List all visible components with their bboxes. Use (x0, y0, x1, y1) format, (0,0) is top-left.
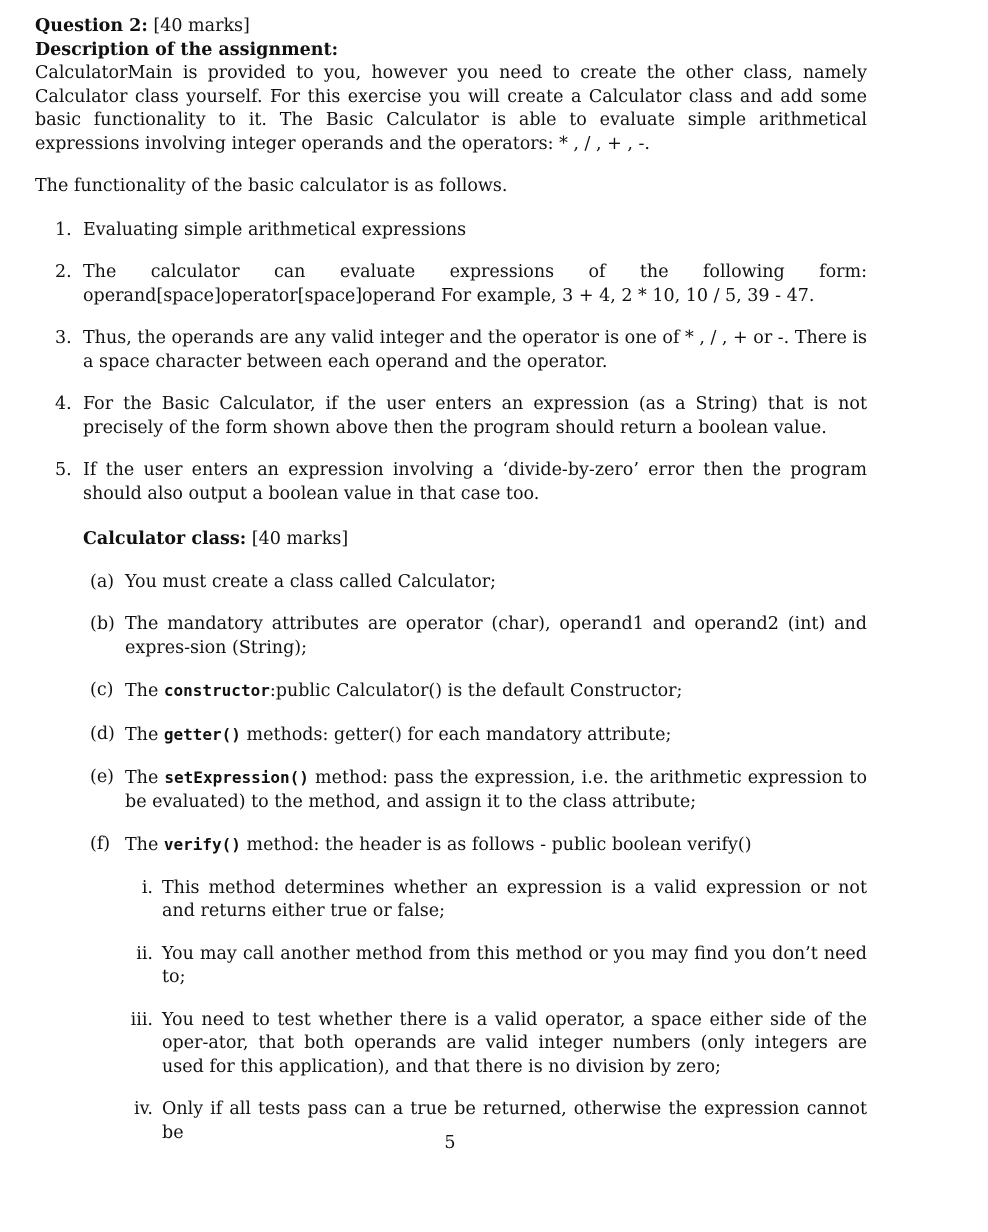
list-item (35, 327, 867, 374)
requirement-text-post: methods: getter() for each mandatory attribute; (240, 724, 672, 745)
requirement-text-pre: The (125, 681, 164, 701)
calculator-class-marks: [40 marks] (251, 529, 349, 549)
code-set-expression: setExpression() (164, 768, 309, 787)
requirement-label: (f) (90, 834, 111, 854)
code-verify: verify() (163, 835, 241, 854)
code-getter: getter() (163, 724, 241, 744)
list-item-text: Evaluating simple arithmetical expressions (83, 219, 467, 240)
verify-detail-label: iii. (130, 1009, 153, 1030)
question-label: Question 2: (35, 16, 148, 36)
list-item-text: For the Basic Calculator, if the user enters an expression (as a String) that is not precisely of the form shown above then the program should return a boolean value. (83, 394, 867, 438)
requirement-text-pre: The (125, 724, 164, 745)
requirement-item-d (35, 723, 867, 748)
requirement-label: (e) (90, 767, 115, 787)
list-item (35, 459, 867, 506)
calculator-class-heading (83, 528, 867, 552)
verify-detail-text: You may call another method from this method or you may find you don’t need to; (162, 943, 867, 987)
verify-detail-text: You need to test whether there is a valid operator, a space either side of the oper-ator, that both operands are valid integer numbers (only integers are used for this application), and that there is no division by zero; (162, 1009, 867, 1077)
list-item (35, 261, 867, 308)
description-heading: Description of the assignment: (35, 39, 339, 60)
verify-detail-text: Only if all tests pass can a true be returned, otherwise the expression cannot be (162, 1099, 867, 1143)
verify-detail-label: ii. (136, 943, 153, 964)
verify-detail-item (35, 877, 867, 924)
verify-detail-item (35, 943, 867, 990)
document-page (35, 15, 867, 1164)
functionality-intro: The functionality of the basic calculator is as follows. (35, 176, 508, 196)
verify-details-list (35, 877, 867, 1146)
requirement-text-pre: The (125, 768, 165, 788)
verify-detail-item (35, 1009, 867, 1080)
requirement-label: (a) (90, 571, 115, 592)
verify-detail-label: i. (141, 877, 153, 898)
question-heading (35, 15, 867, 39)
list-item-number: 1. (55, 219, 72, 240)
requirement-item-a (35, 571, 867, 595)
requirement-label: (b) (90, 614, 115, 634)
list-item-text: If the user enters an expression involving a ‘divide-by-zero’ error then the program should also output a boolean value in that case too. (83, 460, 867, 504)
code-constructor: constructor (163, 681, 270, 700)
requirement-text-pre: The (125, 835, 164, 855)
requirement-text: The mandatory attributes are operator (char), operand1 and operand2 (int) and expres-sion (String); (125, 614, 867, 658)
requirement-text: You must create a class called Calculator; (125, 571, 497, 592)
list-item-number: 2. (55, 262, 72, 282)
requirement-label: (d) (90, 723, 115, 744)
list-item-number: 3. (55, 328, 72, 348)
list-item-text: The calculator can evaluate expressions of the following form: operand[space]operator[space]operand For example, 3 + 4, 2 * 10, 10 / 5, 39 - 47. (83, 262, 867, 306)
question-marks: [40 marks] (153, 16, 250, 36)
requirement-item-c (35, 679, 867, 704)
list-item (35, 393, 867, 440)
list-item (35, 219, 867, 243)
requirement-item-e (35, 766, 867, 814)
intro-paragraph: CalculatorMain is provided to you, however you need to create the other class, namely Calculator class yourself. For this exercise you will create a Calculator class and add some basic functionality to it. The Basic Calculator is able to evaluate simple arithmetical expressions involving integer operands and the operators: * , / , + , -. (35, 63, 867, 154)
requirement-label: (c) (90, 680, 114, 700)
verify-detail-text: This method determines whether an expression is a valid expression or not and returns either true or false; (162, 877, 867, 921)
page-number: 5 (444, 1133, 456, 1153)
requirements-list (35, 571, 867, 858)
requirement-item-f (35, 833, 867, 858)
requirement-text-post: :public Calculator() is the default Constructor; (269, 681, 683, 701)
list-item-text: Thus, the operands are any valid integer and the operator is one of * , / , + or -. There is a space character between each operand and the operator. (83, 328, 867, 372)
numbered-list (35, 219, 867, 507)
requirement-item-b (35, 613, 867, 660)
requirement-text-post: method: the header is as follows - public boolean verify() (240, 835, 752, 855)
calculator-class-title: Calculator class: (83, 529, 247, 549)
list-item-number: 4. (55, 394, 72, 414)
verify-detail-label: iv. (134, 1099, 153, 1119)
requirement-text-post: method: pass the expression, i.e. the arithmetic expression to be evaluated) to the method, and assign it to the class attribute; (125, 768, 867, 812)
list-item-number: 5. (55, 460, 72, 480)
